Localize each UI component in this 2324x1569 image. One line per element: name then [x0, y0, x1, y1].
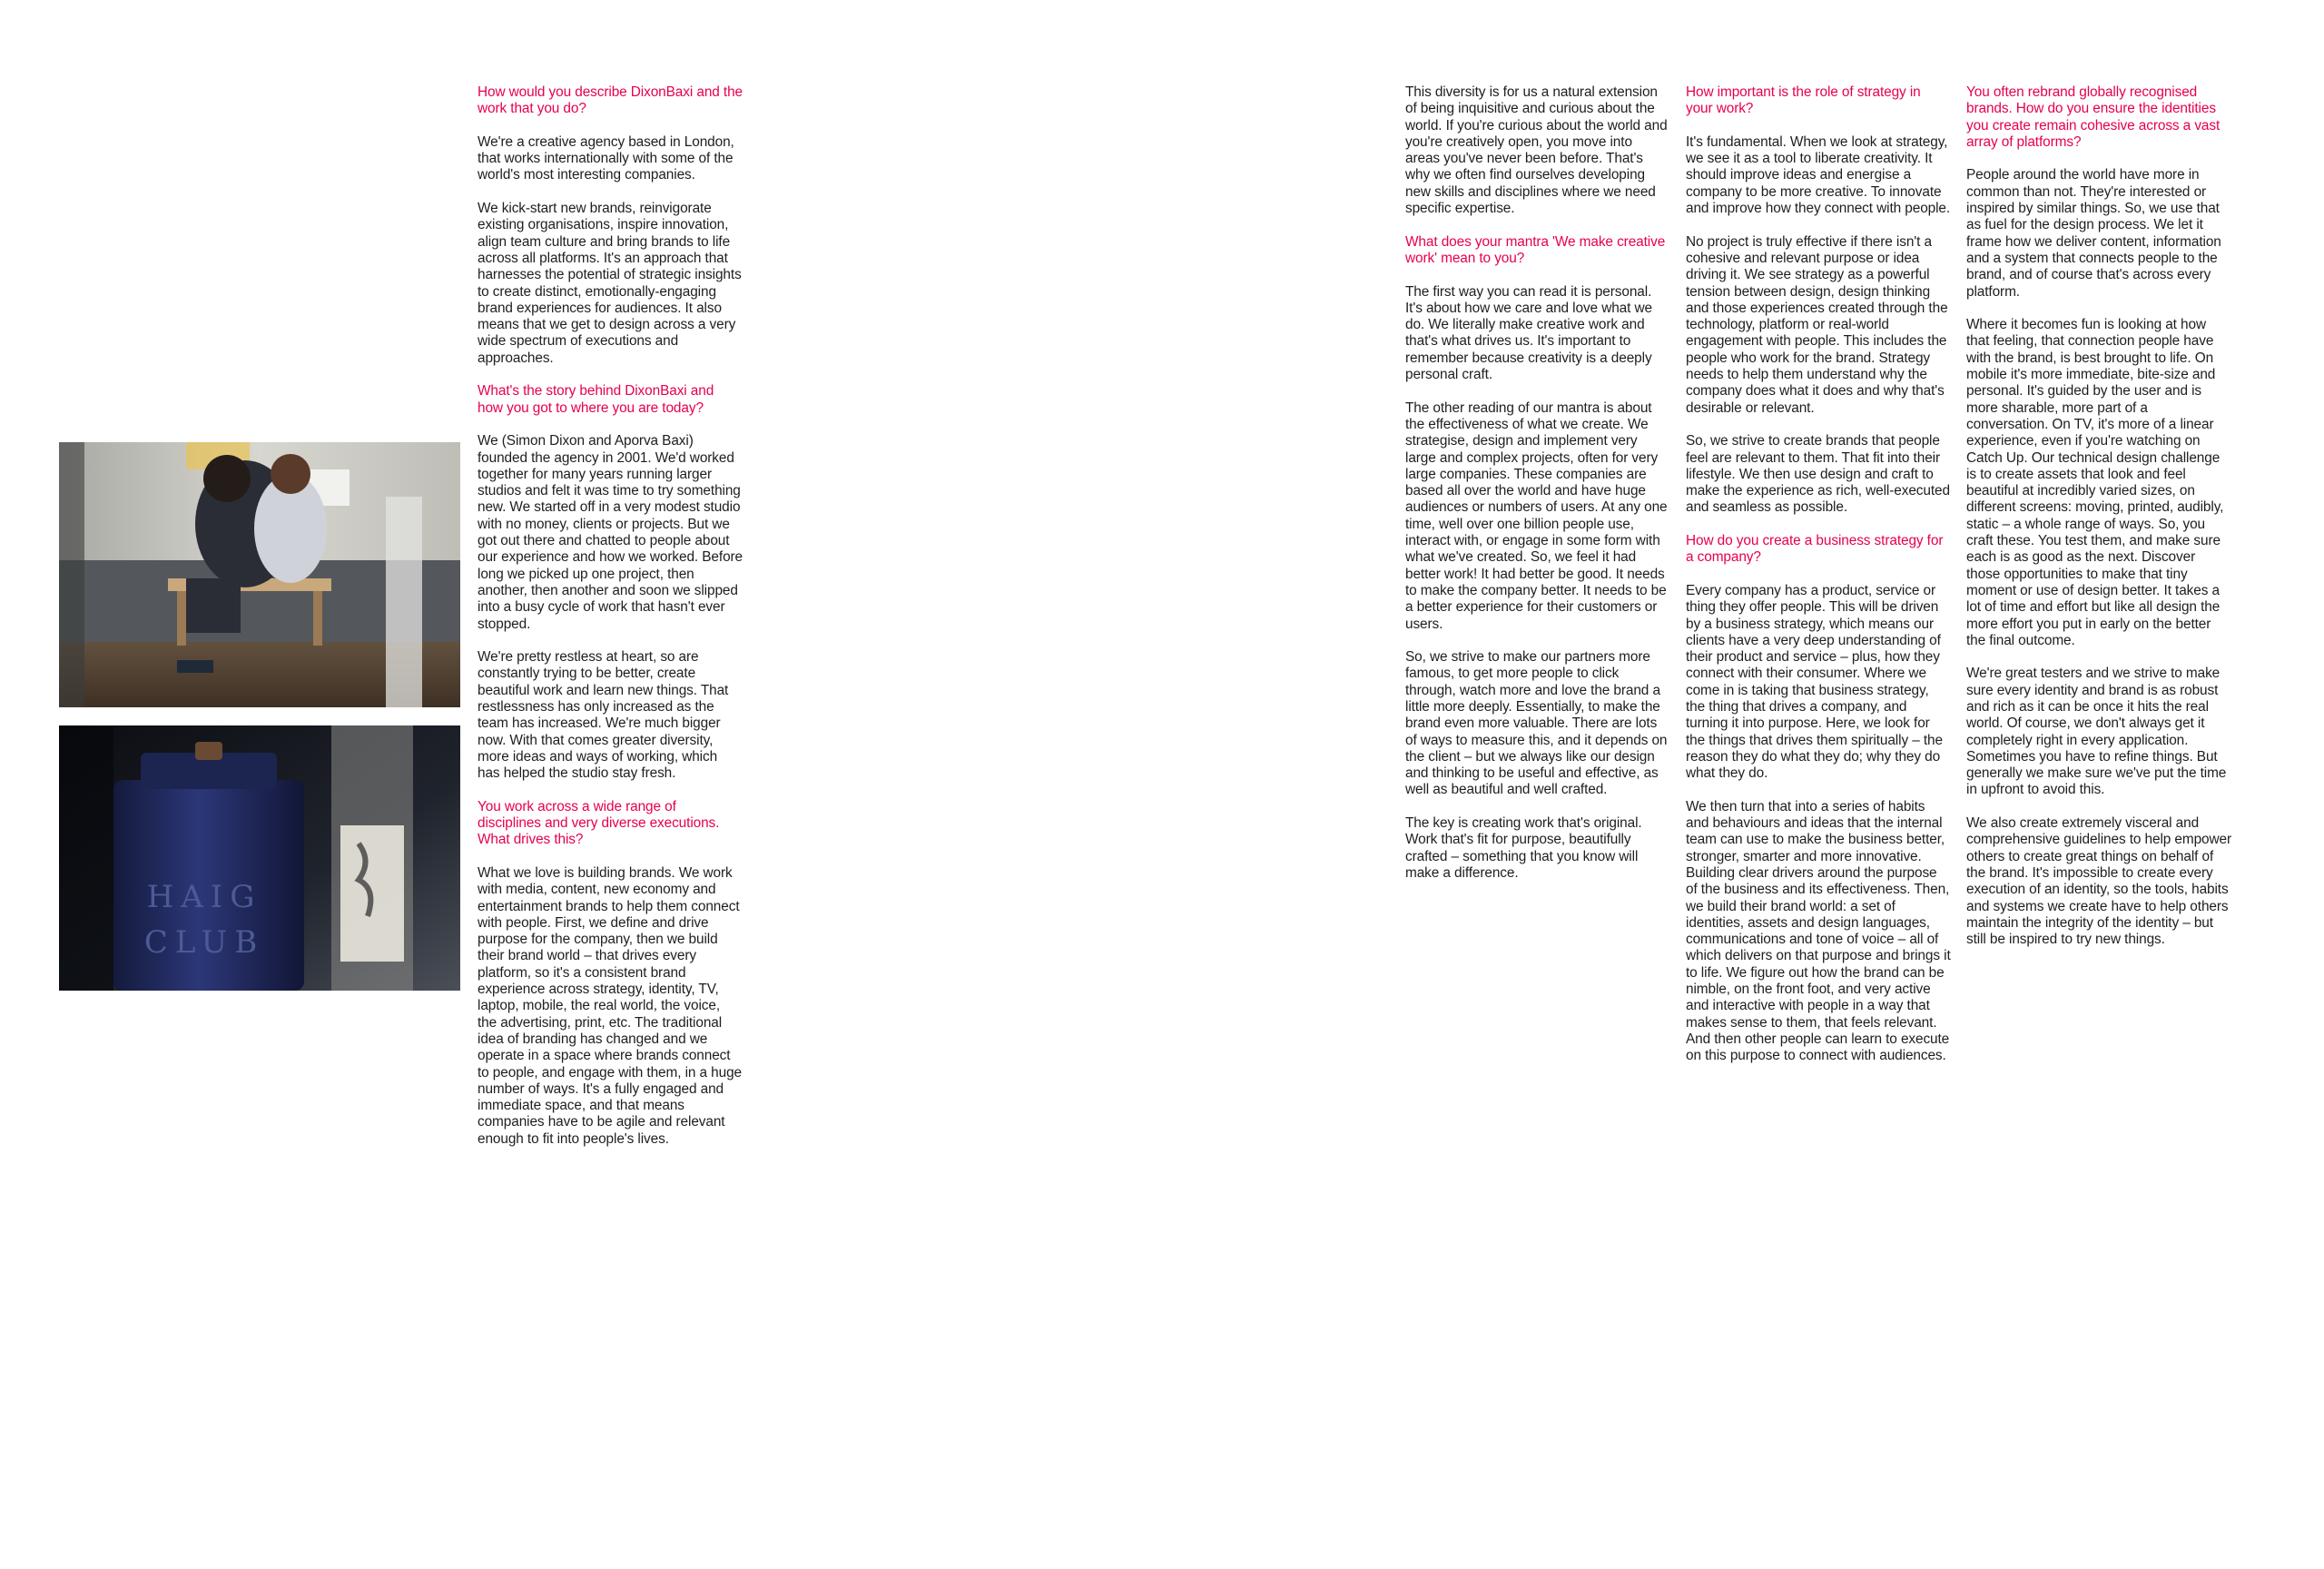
question-heading: What's the story behind DixonBaxi and how you got to where you are today? — [478, 383, 714, 416]
body-paragraph: So, we strive to create brands that people feel are relevant to them. That fit into their lifestyle. We then use design and craft to make the experience as rich, well-executed and seamless as possible. — [1686, 433, 1950, 516]
body-paragraph: Where it becomes fun is looking at how that feeling, that connection people have with the brand, is best brought to life. On mobile it's more immediate, bite-size and personal. It's guided by the user and is more sharable, more part of a conversation. On TV, it's more of a linear experience, even if you're watching on Catch Up. Our technical design challenge is to create assets that look and feel beautiful at incredibly varied sizes, on different screens: moving, printed, audibly, static – a whole range of ways. So, you craft these. You test them, and make sure each is as good as the next. Discover those opportunities to make that tiny moment or use of design better. It takes a lot of time and effort but like all design the more effort you put in early on the better the final outcome. — [1966, 317, 2224, 648]
question-heading: How would you describe DixonBaxi and the work that you do? — [478, 84, 743, 117]
text-column-2 — [1405, 84, 1670, 899]
bottle-photo — [59, 725, 460, 991]
text-column-1 — [478, 84, 743, 1164]
body-paragraph: The other reading of our mantra is about the effectiveness of what we create. We strategise, design and implement very large and complex projects, often for very large companies. These companies are based all over the world and have huge audiences or numbers of users. At any one time, well over one billion people use, interact with, or engage in some form with what we've created. So, we feel it had better work! It had better be good. It needs to make the company better. It needs to be a better experience for their customers or users. — [1405, 400, 1668, 632]
text-column-3 — [1686, 84, 1951, 1081]
body-paragraph: People around the world have more in common than not. They're interested or inspired by similar things. So, we use that as fuel for the design process. We let it frame how we deliver content, information and a system that connects people to the brand, and of course that's across every platform. — [1966, 167, 2221, 300]
body-paragraph: We kick-start new brands, reinvigorate existing organisations, inspire innovation, align team culture and bring brands to life across all platforms. It's an approach that harnesses the potential of strategic insights to create distinct, emotionally-engaging brand experiences for audiences. It also means that we get to design across a very wide spectrum of executions and approaches. — [478, 201, 742, 366]
body-paragraph: We're great testers and we strive to make sure every identity and brand is as robust and rich as it can be once it hits the real world. Of course, we don't always get it completely right in every application. Sometimes you have to refine things. But generally we make sure we've put the time in upfront to avoid this. — [1966, 666, 2227, 798]
body-paragraph: No project is truly effective if there isn't a cohesive and relevant purpose or idea driving it. We see strategy as a powerful tension between design, design thinking and those experiences created through the technology, platform or real-world engagement with people. This includes the people who work for the brand. Strategy needs to help them understand why the company does what it does and why that's desirable or relevant. — [1686, 233, 1948, 416]
studio-photo — [59, 442, 460, 707]
body-paragraph: The first way you can read it is personal. It's about how we care and love what we do. We literally make creative work and that's what drives us. It's important to remember because creativity is a deeply personal craft. — [1405, 283, 1652, 383]
bottle-label-line1: HAIG — [146, 879, 262, 915]
body-paragraph: We're a creative agency based in London, that works internationally with some of the world's most interesting companies. — [478, 133, 734, 183]
question-heading: How do you create a business strategy for a company? — [1686, 533, 1944, 566]
body-paragraph: It's fundamental. When we look at strategy, we see it as a tool to liberate creativity. It should improve ideas and energise a company to be more creative. To innovate and improve how they connect with people. — [1686, 133, 1951, 217]
bottle-label-line2: CLUB — [143, 924, 265, 961]
body-paragraph: The key is creating work that's original. Work that's fit for purpose, beautifully crafted – something that you know will make a difference. — [1405, 815, 1642, 881]
question-heading: What does your mantra 'We make creative work' mean to you? — [1405, 233, 1666, 266]
body-paragraph: We then turn that into a series of habits and behaviours and ideas that the internal team can use to make the business better, stronger, smarter and more innovative. Building clear drivers around the purpose of the business and its effectiveness. Then, we build their brand world: a set of identities, assets and design languages, communications and tone of voice – all of which delivers on that purpose and brings it to life. We figure out how the brand can be nimble, on the front foot, and very active and interactive with people in a way that makes sense to them, that feels relevant. And then other people can learn to execute on this purpose to connect with audiences. — [1686, 798, 1951, 1064]
body-paragraph: We (Simon Dixon and Aporva Baxi) founded the agency in 2001. We'd worked together for many years running larger studios and felt it was time to try something new. We started off in a very modest studio with no money, clients or projects. But we got out there and chatted to people about our experience and how we worked. Before long we picked up one project, then another, then another and soon we slipped into a busy cycle of work that hasn't ever stopped. — [478, 433, 743, 632]
body-paragraph: We're pretty restless at heart, so are constantly trying to be better, create beautiful work and learn new things. That restlessness has only increased as the team has increased. We're much bigger now. With that comes greater diversity, more ideas and ways of working, which has helped the studio stay fresh. — [478, 649, 729, 782]
question-heading: You work across a wide range of disciplines and very diverse executions. What drives this? — [478, 798, 720, 848]
body-paragraph: What we love is building brands. We work with media, content, new economy and entertainment brands to help them connect with people. First, we define and drive purpose for the company, then we build their brand world – that drives every platform, so it's a consistent brand experience across strategy, identity, TV, laptop, mobile, the real world, the voice, the advertising, print, etc. The traditional idea of branding has changed and we operate in a space where brands connect to people, and engage with them, in a huge number of ways. It's a fully engaged and immediate space, and that means companies have to be agile and relevant enough to fit into people's lives. — [478, 864, 743, 1147]
body-paragraph: This diversity is for us a natural extension of being inquisitive and curious about the world. If you're curious about the world and you're creatively open, you move into areas you've never been before. That's why we often find ourselves developing new skills and disciplines where we need specific expertise. — [1405, 84, 1668, 217]
question-heading: You often rebrand globally recognised brands. How do you ensure the identities you create remain cohesive across a vast array of platforms? — [1966, 84, 2221, 150]
body-paragraph: We also create extremely visceral and comprehensive guidelines to help empower others to create great things on behalf of the brand. It's impossible to create every execution of an identity, so the tools, habits and systems we create have to help others maintain the integrity of the identity – but still be inspired to try new things. — [1966, 815, 2232, 948]
body-paragraph: Every company has a product, service or thing they offer people. This will be driven by a business strategy, which means our clients have a very deep understanding of their product and service – plus, how they connect with their consumer. Where we come in is taking that business strategy, the thing that drives a company, and turning it into purpose. Here, we look for the things that drives them spiritually – the reason they do what they do; why they do what they do. — [1686, 582, 1943, 782]
text-column-4 — [1966, 84, 2231, 965]
body-paragraph: So, we strive to make our partners more famous, to get more people to click through, watch more and love the brand a little more deeply. Essentially, to make the brand even more valuable. There are lots of ways to measure this, and it depends on the client – but we always like our design and thinking to be useful and effective, as well as beautiful and well crafted. — [1405, 649, 1668, 798]
question-heading: How important is the role of strategy in your work? — [1686, 84, 1921, 117]
